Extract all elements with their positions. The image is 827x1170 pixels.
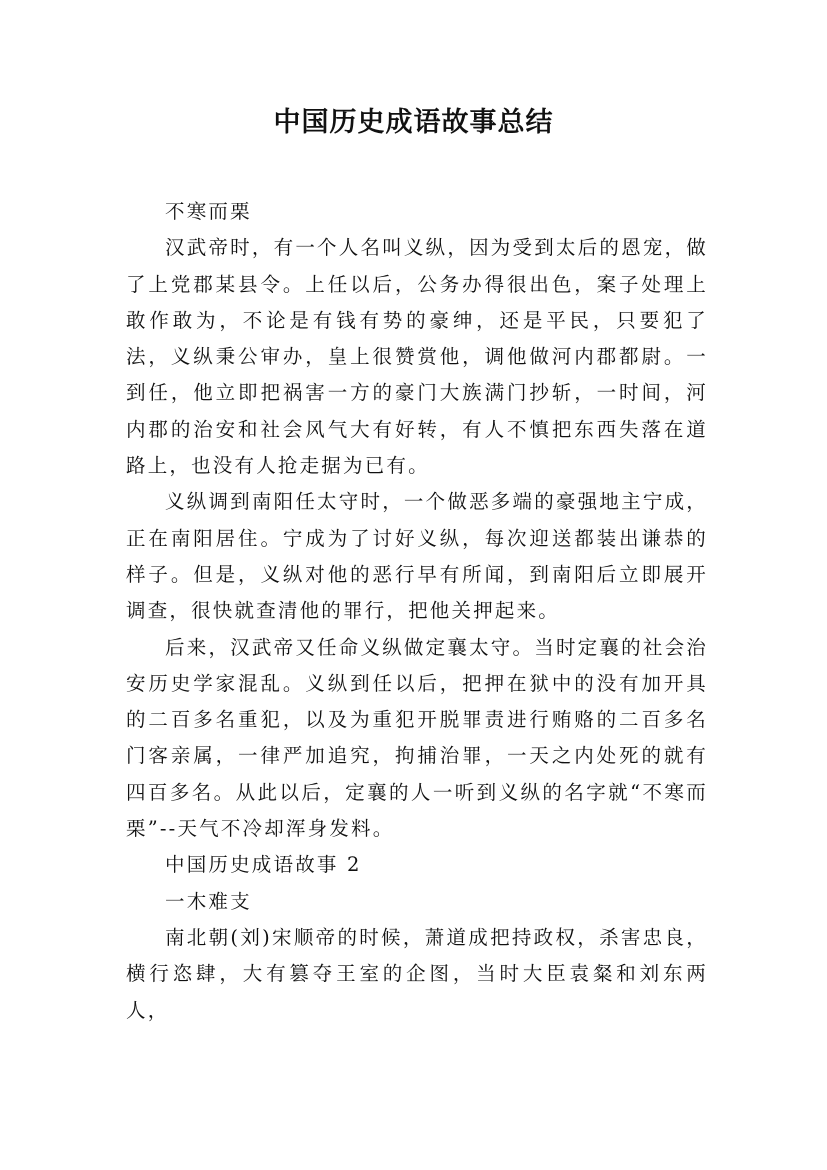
idiom-heading: 一木难支 xyxy=(165,889,252,913)
document-body xyxy=(126,194,708,1029)
body-paragraph: 义纵调到南阳任太守时，一个做恶多端的豪强地主宁成，正在南阳居住。宁成为了讨好义纵，每次迎送都装出谦恭的样子。但是，义纵对他的恶行早有所闻，到南阳后立即展开调查，很快就查清他的罪行，把他关押起来。 xyxy=(126,490,708,623)
body-paragraph: 后来，汉武帝又任命义纵做定襄太守。当时定襄的社会治安历史学家混乱。义纵到任以后，把押在狱中的没有加开具的二百多名重犯，以及为重犯开脱罪责进行贿赂的二百多名门客亲属，一律严加追究，拘捕治罪，一天之内处死的就有四百多名。从此以后，定襄的人一听到义纵的名字就“不寒而栗”--天气不冷却浑身发料。 xyxy=(126,635,708,841)
document-title: 中国历史成语故事总结 xyxy=(273,107,554,138)
section-heading: 中国历史成语故事 2 xyxy=(165,853,362,877)
body-paragraph: 汉武帝时，有一个人名叫义纵，因为受到太后的恩宠，做了上党郡某县令。上任以后，公务办得很出色，案子处理上敢作敢为，不论是有钱有势的豪绅，还是平民，只要犯了法，义纵秉公审办，皇上很赞赏他，调他做河内郡都尉。一到任，他立即把祸害一方的豪门大族满门抄斩，一时间，河内郡的治安和社会风气大有好转，有人不慎把东西失落在道路上，也没有人抢走据为已有。 xyxy=(126,236,708,478)
idiom-heading: 不寒而栗 xyxy=(165,200,252,223)
body-paragraph: 南北朝(刘)宋顺帝的时候，萧道成把持政权，杀害忠良，横行恣肆，大有篡夺王室的企图，当时大臣袁粲和刘东两人， xyxy=(126,925,708,1022)
